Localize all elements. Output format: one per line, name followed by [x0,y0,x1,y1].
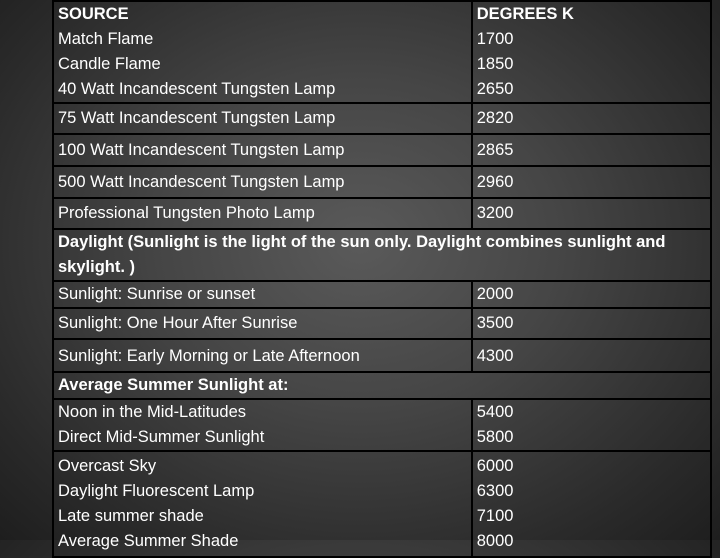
degrees-cell [472,134,711,166]
degrees-cell [472,451,711,557]
source-cell [53,166,472,198]
table-row [53,198,711,229]
daylight-note-cell [53,229,711,281]
degrees-cell [472,198,711,229]
degrees-value: 2960 [476,173,514,191]
source-text: Daylight Fluorescent Lamp [58,482,255,500]
source-text: Average Summer Shade [58,532,239,550]
source-text: Noon in the Mid-Latitudes [58,403,247,421]
table-row [53,1,711,103]
degrees-value: 2650 [476,80,514,98]
source-text: 100 Watt Incandescent Tungsten Lamp [58,141,345,159]
source-text: Candle Flame [58,55,161,73]
source-cell [53,399,472,451]
degrees-value: 1700 [476,30,514,48]
summer-heading-cell [53,372,711,399]
degrees-header: DEGREES K [476,5,574,23]
table-row [53,308,711,339]
table-row [53,134,711,166]
degrees-value: 3200 [476,204,514,222]
degrees-value: 3500 [476,314,514,332]
degrees-value: 2820 [476,109,514,127]
source-header: SOURCE [58,5,129,23]
source-cell [53,308,472,339]
summer-heading: Average Summer Sunlight at: [58,376,289,394]
degrees-cell [472,308,711,339]
table-row [53,399,711,451]
degrees-value: 2000 [476,285,514,303]
degrees-cell [472,1,711,103]
table-row [53,229,711,281]
source-text: 75 Watt Incandescent Tungsten Lamp [58,109,336,127]
source-cell [53,103,472,134]
source-cell [53,451,472,557]
color-temperature-table [52,0,712,558]
degrees-value: 6000 [476,457,514,475]
degrees-value: 4300 [476,347,514,365]
table-row [53,451,711,557]
source-text: Direct Mid-Summer Sunlight [58,428,265,446]
source-text: Sunlight: One Hour After Sunrise [58,314,298,332]
source-text: 40 Watt Incandescent Tungsten Lamp [58,80,336,98]
degrees-cell [472,103,711,134]
degrees-value: 8000 [476,532,514,550]
degrees-value: 5400 [476,403,514,421]
table-row [53,103,711,134]
source-text: Overcast Sky [58,457,157,475]
degrees-cell [472,281,711,308]
degrees-cell [472,399,711,451]
source-text: Match Flame [58,30,154,48]
degrees-value: 5800 [476,428,514,446]
table-row [53,372,711,399]
source-cell [53,339,472,372]
table-row [53,281,711,308]
source-text: 500 Watt Incandescent Tungsten Lamp [58,173,345,191]
degrees-value: 6300 [476,482,514,500]
source-cell [53,134,472,166]
source-text: Sunlight: Sunrise or sunset [58,285,256,303]
degrees-cell [472,339,711,372]
table-row [53,339,711,372]
source-text: Sunlight: Early Morning or Late Afternoon [58,347,360,365]
degrees-value: 2865 [476,141,514,159]
source-cell [53,198,472,229]
degrees-cell [472,166,711,198]
source-cell [53,281,472,308]
source-text: Professional Tungsten Photo Lamp [58,204,315,222]
daylight-note: Daylight (Sunlight is the light of the sun only. Daylight combines sunlight and skylight. ) [58,233,666,276]
source-cell [53,1,472,103]
degrees-value: 7100 [476,507,514,525]
degrees-value: 1850 [476,55,514,73]
table-row [53,166,711,198]
source-text: Late summer shade [58,507,204,525]
